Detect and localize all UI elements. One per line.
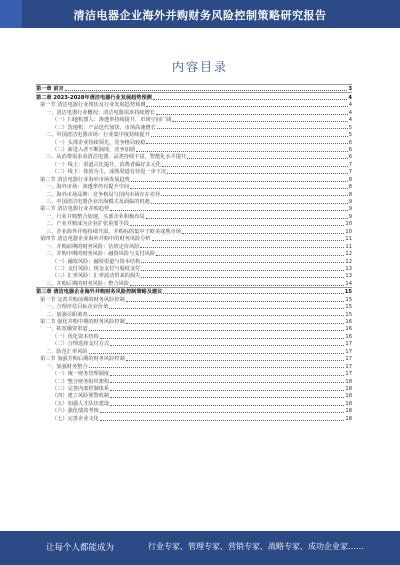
- toc-entry[interactable]: [36, 355, 352, 362]
- toc-entry-title: （三）完善内部控制体系: [52, 385, 110, 392]
- toc-leader-dots: [130, 285, 344, 286]
- toc-entry-title: 第二节 清洁电器行业海外市场发展趋势: [40, 176, 130, 183]
- toc-leader-dots: [126, 301, 345, 302]
- toc-leader-dots: [110, 397, 344, 398]
- toc-entry-title: （一）融资风险：融资渠道与资本结构: [52, 258, 141, 265]
- toc-entry-title: （二）合理选择支付方式: [52, 341, 110, 348]
- toc-entry-page: 18: [345, 408, 352, 415]
- toc-entry-page: 7: [348, 169, 352, 176]
- toc-entry[interactable]: [36, 287, 352, 295]
- toc-entry-title: （五）加强人才队伍建设: [52, 400, 110, 407]
- toc-entry-page: 3: [348, 86, 352, 93]
- footer-brand: 让每个人都能成为: [46, 543, 115, 553]
- toc-leader-dots: [110, 375, 344, 376]
- toc-entry-page: 10: [345, 221, 352, 228]
- toc-entry-page: 18: [345, 385, 352, 392]
- toc-entry-page: 14: [345, 280, 352, 287]
- toc-entry-title: 一、并购前期的财务风险：估值定价风险: [46, 243, 140, 250]
- toc-entry-title: 一、拓宽融资渠道: [46, 326, 88, 333]
- toc-leader-dots: [89, 367, 345, 368]
- table-of-contents: [36, 84, 352, 422]
- toc-entry[interactable]: [36, 235, 352, 242]
- toc-entry-page: 7: [348, 161, 352, 168]
- toc-entry[interactable]: [36, 153, 352, 160]
- toc-entry-page: 8: [348, 184, 352, 191]
- toc-entry[interactable]: [36, 257, 352, 264]
- toc-leader-dots: [151, 203, 348, 204]
- toc-entry[interactable]: [36, 310, 352, 317]
- toc-entry-title: 二、海外市场品牌：竞争格局与国内市场存在差异: [46, 191, 161, 198]
- toc-leader-dots: [152, 240, 345, 241]
- toc-entry[interactable]: [36, 377, 352, 384]
- toc-entry-page: 11: [345, 236, 352, 243]
- toc-entry[interactable]: [36, 347, 352, 354]
- toc-entry[interactable]: [36, 325, 352, 332]
- toc-entry-page: 16: [345, 319, 352, 325]
- toc-entry[interactable]: [36, 392, 352, 399]
- toc-leader-dots: [146, 106, 347, 107]
- toc-entry-title: （七）完善企业文化: [52, 415, 99, 422]
- toc-entry-page: 17: [345, 371, 352, 378]
- toc-entry[interactable]: [36, 272, 352, 279]
- toc-leader-dots: [172, 121, 347, 122]
- toc-heading: 内容目录: [171, 60, 228, 74]
- toc-entry-page: 15: [345, 304, 352, 311]
- toc-entry-title: 第二节 强化并购中期的财务风险控制: [40, 319, 125, 325]
- toc-leader-dots: [156, 114, 348, 115]
- toc-entry-page: 11: [345, 243, 352, 250]
- toc-entry-page: 16: [345, 333, 352, 340]
- toc-leader-dots: [100, 338, 345, 339]
- toc-entry[interactable]: [36, 399, 352, 406]
- toc-entry[interactable]: [36, 198, 352, 205]
- toc-entry-page: 16: [345, 326, 352, 333]
- toc-leader-dots: [109, 308, 344, 309]
- toc-entry-page: 8: [348, 191, 352, 198]
- toc-leader-dots: [153, 99, 348, 100]
- toc-entry-page: 12: [345, 251, 352, 258]
- toc-entry-title: （一）头部企业持续领先，竞争格局较稳: [52, 139, 146, 146]
- toc-entry-title: 第二章 2023-2028年清洁电器行业发展趋势预测: [36, 94, 152, 101]
- toc-entry[interactable]: [36, 340, 352, 347]
- toc-entry-page: 9: [348, 213, 352, 220]
- toc-entry[interactable]: [36, 84, 352, 92]
- toc-entry-title: 二、加强尽职调查: [46, 311, 88, 318]
- toc-leader-dots: [151, 136, 348, 137]
- toc-entry[interactable]: [36, 190, 352, 197]
- toc-entry[interactable]: [36, 138, 352, 145]
- toc-leader-dots: [110, 345, 344, 346]
- toc-entry[interactable]: [36, 279, 352, 286]
- toc-entry[interactable]: [36, 370, 352, 377]
- toc-entry-title: （一）优化资本结构: [52, 333, 99, 340]
- toc-leader-dots: [182, 233, 345, 234]
- toc-entry-page: 18: [345, 393, 352, 400]
- toc-leader-dots: [131, 181, 348, 182]
- toc-entry-page: 17: [345, 348, 352, 355]
- toc-entry-page: 4: [348, 117, 352, 124]
- toc-entry-title: 三、并购后期的财务风险：整合风险: [46, 280, 130, 287]
- toc-entry[interactable]: [36, 205, 352, 212]
- toc-entry-page: 13: [345, 265, 352, 272]
- toc-entry-title: 一、清洁电器行业概况：清洁电器需求持续增长: [46, 109, 155, 116]
- toc-entry-title: 一、加强财务整合: [46, 363, 88, 370]
- toc-entry-page: 6: [348, 146, 352, 153]
- toc-entry-page: 13: [345, 273, 352, 280]
- toc-entry[interactable]: [36, 183, 352, 190]
- toc-entry[interactable]: [36, 92, 352, 100]
- toc-entry[interactable]: [36, 131, 352, 138]
- page-header: [0, 0, 400, 28]
- toc-entry-title: 第一节 完善并购前期的财务风险控制: [40, 296, 125, 303]
- toc-entry-page: 15: [344, 289, 352, 296]
- toc-entry[interactable]: [36, 168, 352, 175]
- toc-entry-title: 一、行业并购整合加速，头部企业积极布局: [46, 213, 145, 220]
- toc-entry-page: 15: [345, 296, 352, 303]
- toc-entry[interactable]: [36, 407, 352, 414]
- toc-entry-title: 一、合理评估目标企业价值: [46, 304, 109, 311]
- toc-entry-title: 一、海外市场：渗透率仍有提升空间: [46, 184, 130, 191]
- toc-leader-dots: [157, 128, 348, 129]
- toc-entry-page: 8: [348, 176, 352, 183]
- toc-leader-dots: [163, 293, 343, 294]
- toc-leader-dots: [65, 90, 348, 91]
- toc-entry[interactable]: [36, 242, 352, 249]
- toc-entry[interactable]: [36, 295, 352, 302]
- toc-leader-dots: [146, 143, 347, 144]
- toc-entry-title: （六）强化绩效考核: [52, 408, 99, 415]
- toc-entry[interactable]: [36, 414, 352, 421]
- toc-entry[interactable]: [36, 227, 352, 234]
- toc-entry-title: （三）汇率风险：汇率波动带来的损失: [52, 273, 141, 280]
- toc-entry-page: 4: [348, 94, 352, 101]
- toc-entry-title: 二、防范汇率风险: [46, 348, 88, 355]
- toc-entry[interactable]: [36, 318, 352, 325]
- toc-entry-page: 17: [345, 341, 352, 348]
- toc-leader-dots: [89, 330, 345, 331]
- toc-entry[interactable]: [36, 175, 352, 182]
- toc-entry-page: 18: [345, 415, 352, 422]
- toc-entry-page: 5: [348, 124, 352, 131]
- toc-entry-page: 4: [348, 102, 352, 109]
- toc-leader-dots: [141, 262, 344, 263]
- toc-leader-dots: [156, 255, 344, 256]
- toc-entry-page: 10: [345, 228, 352, 235]
- toc-leader-dots: [141, 277, 344, 278]
- toc-entry[interactable]: [36, 160, 352, 167]
- toc-leader-dots: [187, 158, 348, 159]
- toc-entry[interactable]: [36, 123, 352, 130]
- toc-entry-title: 三、中国清洁电器企业出海模式及面临的机遇: [46, 199, 150, 205]
- toc-leader-dots: [130, 225, 344, 226]
- toc-entry[interactable]: [36, 250, 352, 257]
- toc-entry-page: 17: [345, 356, 352, 363]
- toc-entry-title: 三、企业海外并购持续升温，并购标的集中于欧美成熟市场: [46, 228, 181, 235]
- toc-leader-dots: [100, 420, 345, 421]
- toc-entry-page: 4: [348, 109, 352, 116]
- toc-entry-page: 17: [345, 363, 352, 370]
- toc-entry-title: 第一节 清洁电器行业现状及行业发展趋势预测: [40, 102, 146, 109]
- toc-entry-page: 5: [348, 132, 352, 139]
- toc-entry-page: 15: [345, 311, 352, 318]
- toc-entry-title: 第三章 清洁电器企业海外并购财务风险控制策略及建议: [36, 289, 163, 296]
- toc-entry-title: 第三节 加强并购后期的财务风险控制: [40, 356, 125, 363]
- toc-entry-title: 三、从消费需求看清洁电器，品类持续丰富，智能化水平提升: [46, 154, 187, 161]
- toc-entry-page: 12: [345, 258, 352, 265]
- toc-leader-dots: [130, 188, 348, 189]
- toc-entry[interactable]: [36, 101, 352, 108]
- toc-leader-dots: [162, 166, 348, 167]
- toc-leader-dots: [89, 353, 345, 354]
- toc-leader-dots: [126, 323, 345, 324]
- toc-entry-page: 9: [348, 206, 352, 213]
- toc-entry[interactable]: [36, 332, 352, 339]
- report-title: 清洁电器企业海外并购财务风险控制策略研究报告: [73, 9, 327, 22]
- toc-entry[interactable]: [36, 385, 352, 392]
- toc-leader-dots: [89, 315, 345, 316]
- toc-leader-dots: [140, 247, 344, 248]
- toc-leader-dots: [136, 151, 348, 152]
- toc-entry[interactable]: [36, 108, 352, 115]
- toc-leader-dots: [110, 382, 344, 383]
- toc-entry-title: （二）支付风险：现金支付与股权支付: [52, 265, 141, 272]
- toc-entry[interactable]: [36, 116, 352, 123]
- toc-entry[interactable]: [36, 212, 352, 219]
- toc-entry-page: 9: [348, 199, 352, 205]
- toc-entry[interactable]: [36, 265, 352, 272]
- toc-entry[interactable]: [36, 362, 352, 369]
- toc-entry-page: 6: [348, 154, 352, 161]
- toc-entry-title: （二）洗地机：产品迭代加快，市场高速增长: [52, 124, 156, 131]
- toc-entry-title: （一）线上：渠道占比提升，消费者偏好多元化: [52, 161, 161, 168]
- toc-entry-title: 第三节 清洁电器行业并购趋势: [40, 206, 110, 213]
- footer-slogan: 行业专家、管理专家、营销专家、战略专家、成功企业家……: [148, 542, 364, 551]
- toc-entry-page: 18: [345, 400, 352, 407]
- toc-entry-title: （一）统一财务管理制度: [52, 371, 110, 378]
- toc-entry-title: 二、产业并购成为企业扩张重要手段: [46, 221, 130, 228]
- toc-entry-title: （一）扫地机器人：渗透率持续提升，市场空间广阔: [52, 117, 172, 124]
- toc-entry-title: （二）整合财务组织架构: [52, 378, 110, 385]
- toc-leader-dots: [126, 360, 345, 361]
- toc-entry[interactable]: [36, 220, 352, 227]
- page-footer: [0, 531, 400, 565]
- toc-entry-title: 二、中国清洁电器市场：行业集中度持续提升: [46, 132, 150, 139]
- toc-entry-title: 第一章 前言: [36, 86, 64, 93]
- toc-leader-dots: [161, 195, 348, 196]
- toc-entry-title: 二、并购中期的财务风险：融资风险与支付风险: [46, 251, 155, 258]
- toc-leader-dots: [110, 390, 344, 391]
- toc-leader-dots: [141, 270, 344, 271]
- toc-leader-dots: [167, 173, 348, 174]
- toc-entry-title: （四）建立风险预警机制: [52, 393, 110, 400]
- toc-entry-title: （二）新进入者不断涌现，竞争加剧: [52, 146, 136, 153]
- toc-entry-title: （二）线下：体验为主，成熟渠道有待进一步下沉: [52, 169, 167, 176]
- toc-entry[interactable]: [36, 303, 352, 310]
- toc-leader-dots: [110, 210, 348, 211]
- toc-entry-page: 6: [348, 139, 352, 146]
- toc-leader-dots: [100, 412, 345, 413]
- toc-entry-title: 第四节 清洁电器企业海外并购中的财务风险分析: [40, 236, 151, 243]
- toc-entry-page: 18: [345, 378, 352, 385]
- toc-leader-dots: [110, 405, 344, 406]
- toc-entry[interactable]: [36, 146, 352, 153]
- toc-leader-dots: [146, 218, 348, 219]
